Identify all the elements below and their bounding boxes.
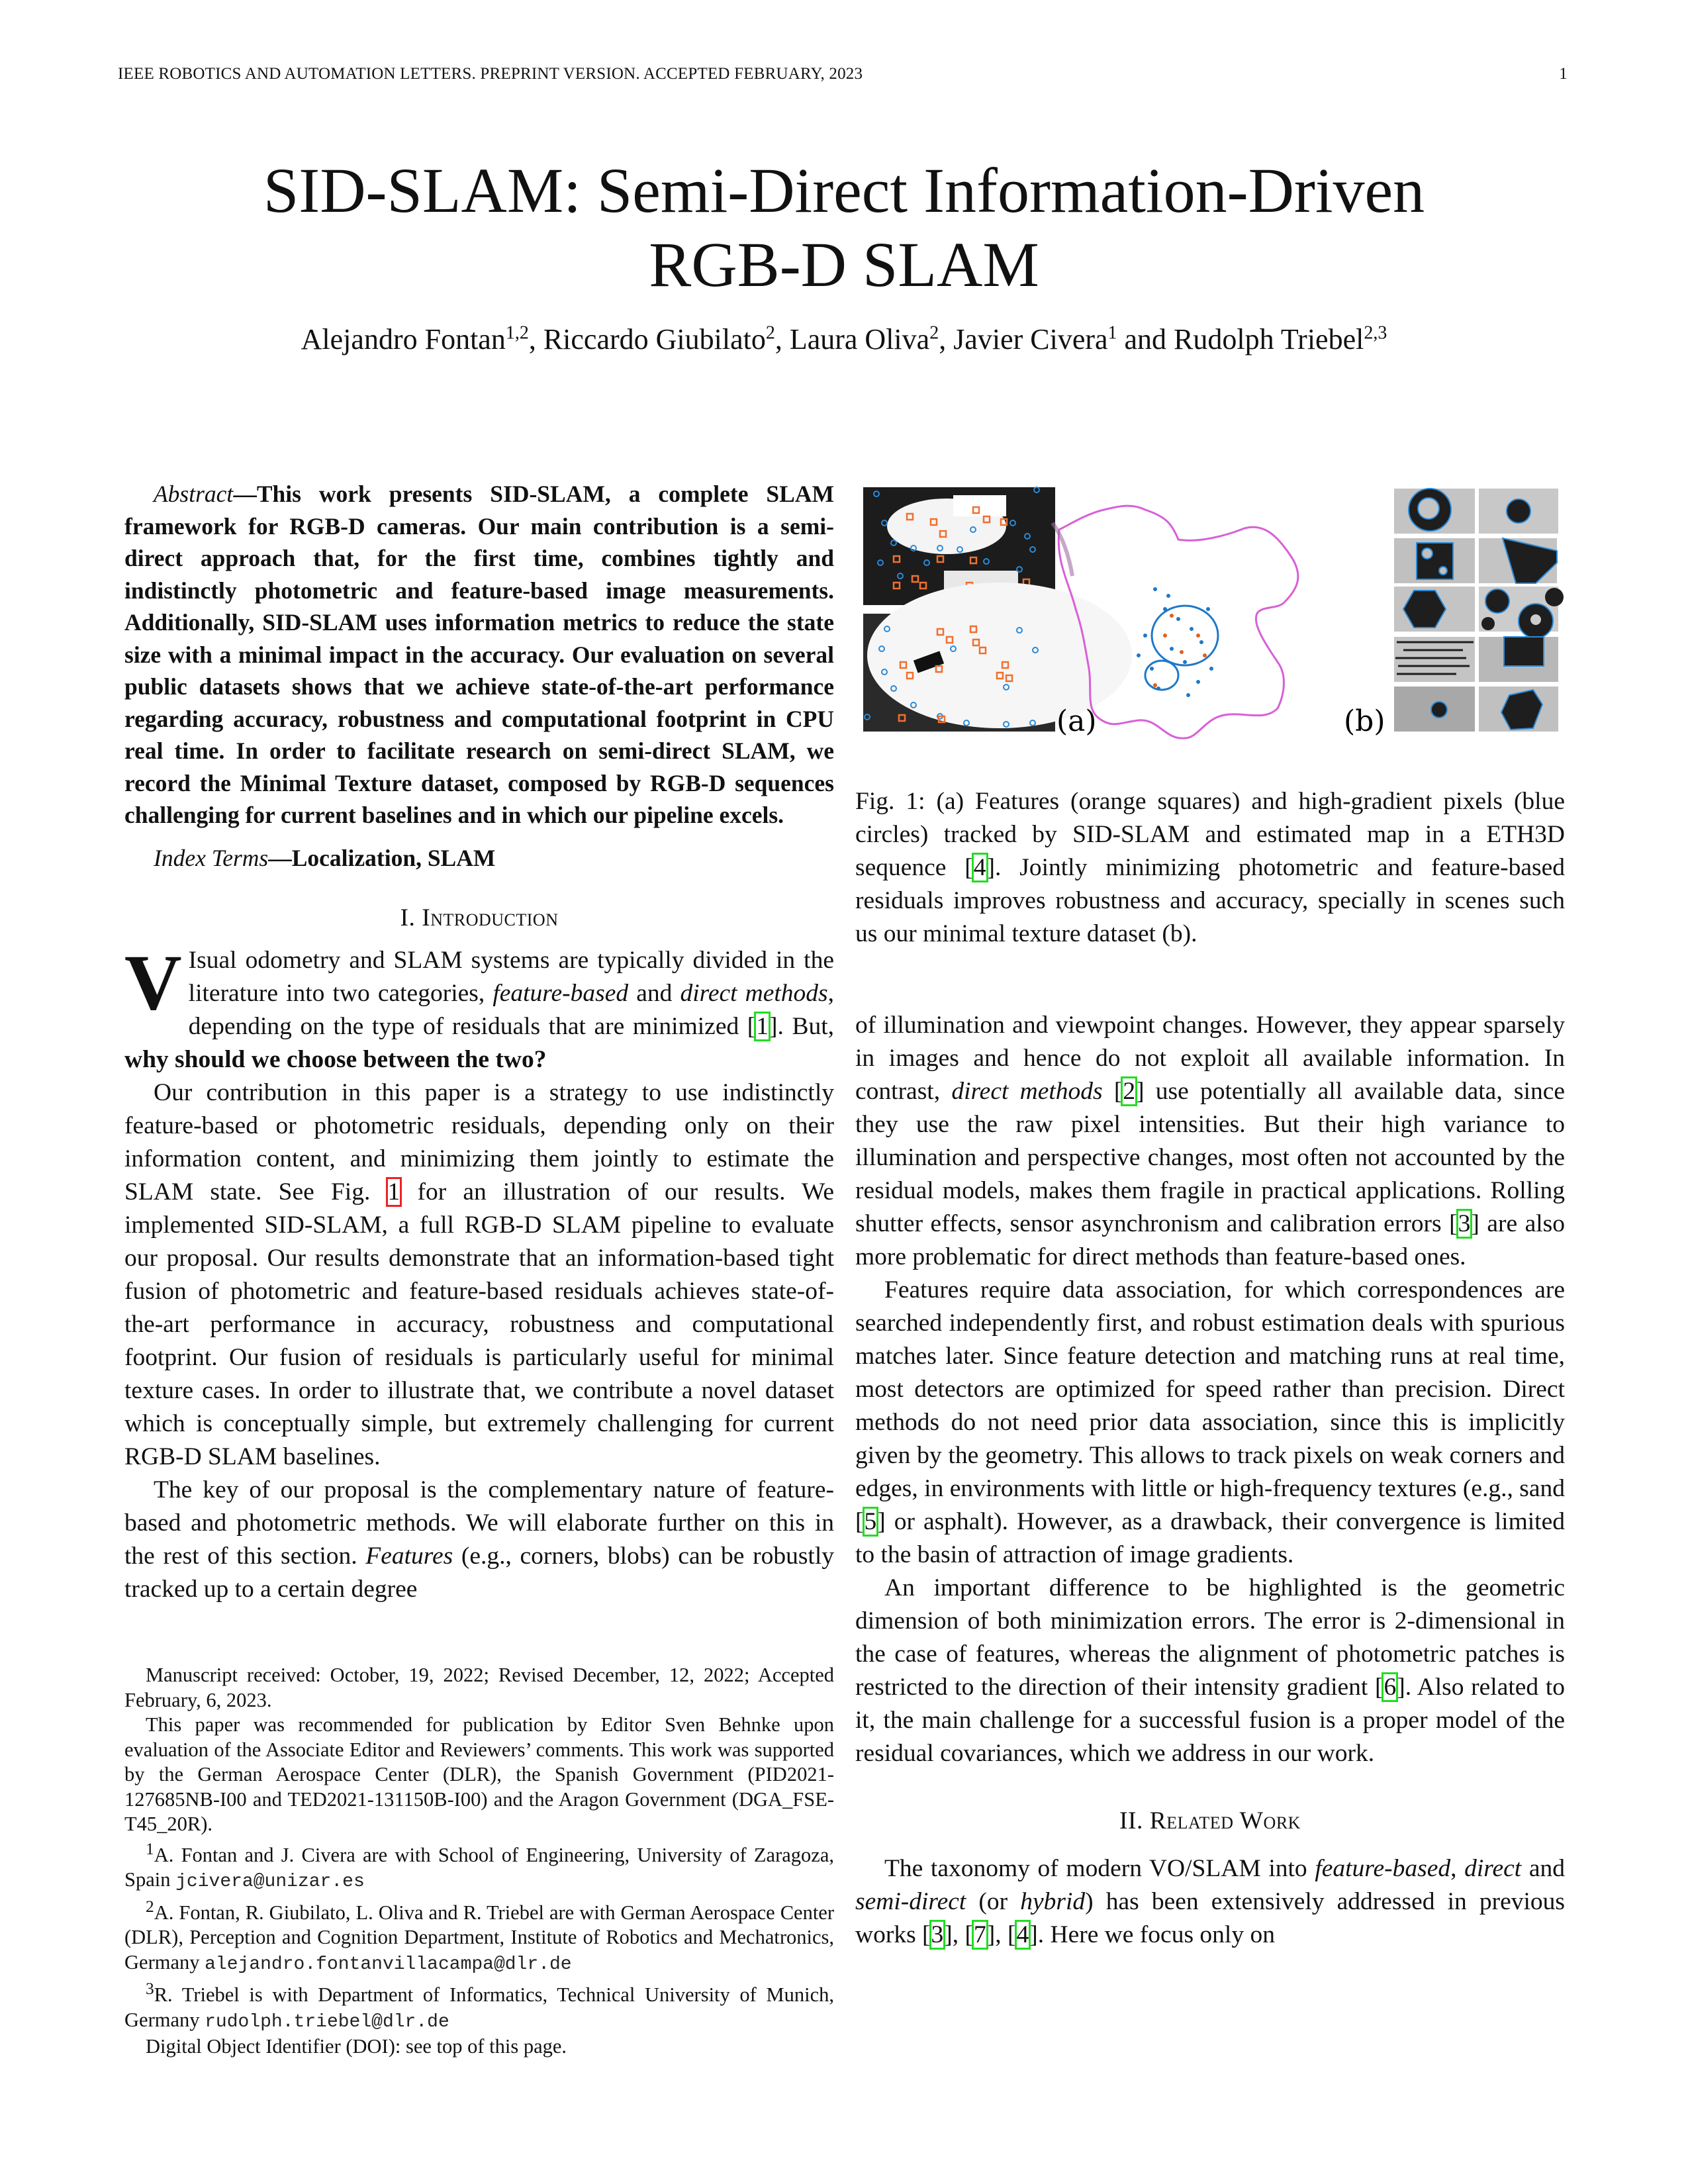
text: , bbox=[1450, 1855, 1465, 1882]
minimal-texture-thumbnails bbox=[1394, 489, 1564, 732]
paragraph bbox=[124, 1474, 834, 1606]
author-affiliation: 1 bbox=[1107, 322, 1117, 344]
author-affiliation: 2,3 bbox=[1364, 322, 1387, 344]
text: Our contribution in this paper is a strategy to use indistinctly feature-based or photometric residuals, depending only on their information content, and minimizing them jointly to estimate the SLAM state. See Fig. bbox=[124, 1079, 834, 1206]
figure-1-graphic bbox=[854, 477, 1569, 741]
email-link[interactable]: alejandro.fontanvillacampa@dlr.de bbox=[205, 1954, 572, 1975]
text: Features require data association, for which correspondences are searched independently first, and robust estimation deals with spurious matches later. Since feature detection and matching runs at real time, most detectors are optimized for speed rather than precision. Direct methods do not need prior data association, since this is implicitly given by the geometry. This allows to track pixels on weak corners and edges, in environments with little or high-frequency textures (e.g., sand [ bbox=[855, 1276, 1565, 1535]
thumbnail bbox=[1394, 538, 1475, 583]
text: [ bbox=[1102, 1078, 1123, 1105]
citation-link[interactable]: 2 bbox=[1123, 1078, 1136, 1105]
footnote-affiliation-1 bbox=[124, 1837, 834, 1895]
thumbnail bbox=[1479, 587, 1564, 638]
text: ]. Jointly minimizing photometric and feature-based residuals improves robustness and accuracy, specially in scenes such us our minimal texture dataset (b). bbox=[855, 854, 1565, 947]
paragraph bbox=[855, 1572, 1565, 1770]
email-link[interactable]: jcivera@unizar.es bbox=[175, 1872, 365, 1893]
superscript: 3 bbox=[146, 1979, 154, 1999]
author: Rudolph Triebel bbox=[1174, 323, 1364, 356]
thumbnail bbox=[1394, 587, 1475, 632]
section-heading-introduction: I. Introduction bbox=[400, 904, 559, 931]
text: (e.g., corners, blobs) can be robustly tracked up to a certain degree bbox=[124, 1543, 834, 1603]
superscript: 2 bbox=[146, 1897, 154, 1916]
emphasis: feature-based bbox=[1315, 1855, 1451, 1882]
footnote-recommended: This paper was recommended for publication by Editor Sven Behnke upon evaluation of the Associate Editor and Reviewers’ comments. This work was supported by the German Aerospace Center (DLR), the Spanish Government (PID2021-127685NB-I00 and TED2021-131150B-I00) and the Aragon Government (DGA_FSE-T45_20R). bbox=[124, 1713, 834, 1835]
author-list bbox=[0, 322, 1688, 356]
text: ] are also more problematic for direct methods than feature-based ones. bbox=[855, 1210, 1565, 1270]
citation-link[interactable]: 5 bbox=[864, 1508, 877, 1535]
thumbnail bbox=[1394, 489, 1475, 534]
citation-link[interactable]: 7 bbox=[974, 1921, 986, 1948]
thumbnail bbox=[1479, 538, 1557, 583]
text: ], [ bbox=[944, 1921, 974, 1948]
emphasis: feature-based bbox=[492, 980, 629, 1007]
citation-link[interactable]: 6 bbox=[1383, 1674, 1397, 1701]
superscript: 1 bbox=[146, 1839, 154, 1858]
emphasis: Features bbox=[365, 1543, 453, 1570]
footnotes bbox=[124, 1663, 834, 2060]
citation-link[interactable]: 4 bbox=[1016, 1921, 1029, 1948]
title-line-1: SID-SLAM: Semi-Direct Information-Driven bbox=[263, 155, 1425, 226]
right-column-body bbox=[855, 1009, 1565, 1952]
text: ]. Here we focus only on bbox=[1029, 1921, 1275, 1948]
text: Fig. 1: (a) Features (orange squares) and high-gradient pixels (blue circles) tracked by SID-SLAM and estimated map in a ETH3D sequence [ bbox=[855, 788, 1565, 881]
text: ] or asphalt). However, as a drawback, their convergence is limited to the basin of attraction of image gradients. bbox=[855, 1508, 1565, 1568]
emphasis: direct bbox=[1464, 1855, 1522, 1882]
abstract bbox=[124, 478, 834, 874]
emphasis: hybrid bbox=[1020, 1888, 1086, 1915]
text: of illumination and viewpoint changes. However, they appear sparsely in images and hence do not exploit all available information. In contrast, bbox=[855, 1012, 1565, 1105]
panel-b-label: (b) bbox=[1344, 704, 1385, 738]
index-terms-label: Index Terms bbox=[154, 844, 269, 871]
journal-name: IEEE ROBOTICS AND AUTOMATION LETTERS. PREPRINT VERSION. ACCEPTED FEBRUARY, 2023 bbox=[118, 65, 863, 83]
abstract-text: —This work presents SID-SLAM, a complete SLAM framework for RGB-D cameras. Our main contribution is a semi-direct approach that, for the first time, combines tightly and indistinctly photometric and feature-based image measurements. Additionally, SID-SLAM uses information metrics to reduce the state size with a minimal impact in the accuracy. Our evaluation on several public datasets shows that we achieve state-of-the-art performance regarding accuracy, robustness and computational footprint in CPU real time. In order to facilitate research on semi-direct SLAM, we record the Minimal Texture dataset, composed by RGB-D sequences challenging for current baselines and in which our pipeline excels. bbox=[124, 481, 834, 828]
text: and bbox=[628, 980, 680, 1007]
text: ] use potentially all available data, since they use the raw pixel intensities. But their high variance to illumination and perspective changes, most often not accounted by the residual models, makes them fragile in practical applications. Rolling shutter effects, sensor asynchronism and calibration errors [ bbox=[855, 1078, 1565, 1237]
paper-title bbox=[0, 154, 1688, 302]
title-line-2: RGB-D SLAM bbox=[649, 229, 1039, 300]
drop-cap: V bbox=[124, 938, 182, 1026]
thumbnail bbox=[1394, 687, 1475, 732]
text: An important difference to be highlighted is the geometric dimension of both minimization errors. The error is 2-dimensional in the case of features, whereas the alignment of photometric patches is restricted to the direction of their intensity gradient [ bbox=[855, 1574, 1565, 1701]
thumbnail bbox=[1479, 637, 1558, 682]
thumbnail bbox=[1479, 687, 1558, 732]
section-heading-related-work: II. Related Work bbox=[1119, 1807, 1301, 1834]
text: A. Fontan and J. Civera are with School of Engineering, University of Zaragoza, Spain bbox=[124, 1843, 834, 1891]
citation-link[interactable]: 4 bbox=[973, 854, 986, 881]
separator: , bbox=[774, 323, 790, 356]
separator: and bbox=[1117, 323, 1174, 356]
separator: , bbox=[939, 323, 954, 356]
text: ) has been extensively addressed in previous works [ bbox=[855, 1888, 1565, 1948]
author: Javier Civera bbox=[953, 323, 1108, 356]
figure-1 bbox=[854, 477, 1569, 741]
running-header bbox=[118, 65, 1568, 83]
footnote-affiliation-3 bbox=[124, 1977, 834, 2034]
footnote-received: Manuscript received: October, 19, 2022; Revised December, 12, 2022; Accepted February, 6, 2023. bbox=[124, 1664, 834, 1711]
paragraph bbox=[855, 1274, 1565, 1572]
emphasis: direct methods bbox=[951, 1078, 1103, 1105]
emphasis: semi-direct bbox=[855, 1888, 966, 1915]
paragraph bbox=[124, 938, 835, 1076]
paragraph bbox=[855, 1009, 1565, 1274]
author: Laura Oliva bbox=[789, 323, 930, 356]
text: and bbox=[1521, 1855, 1565, 1882]
text: , depending on the type of residuals that are minimized [ bbox=[188, 980, 834, 1040]
footnote-doi: Digital Object Identifier (DOI): see top of this page. bbox=[146, 2035, 567, 2058]
footnote-affiliation-2 bbox=[124, 1895, 834, 1977]
page-number: 1 bbox=[1559, 65, 1568, 83]
separator: , bbox=[528, 323, 543, 356]
paragraph bbox=[124, 1076, 834, 1474]
figure-1-caption bbox=[855, 785, 1565, 951]
panel-a-label: (a) bbox=[1056, 704, 1097, 738]
text: ]. But, bbox=[769, 1013, 835, 1040]
text: for an illustration of our results. We implemented SID-SLAM, a full RGB-D SLAM pipeline to evaluate our proposal. Our results demonstrate that an information-based tight fusion of photometric and feature-based residuals achieves state-of-the-art performance in accuracy, robustness and computational footprint. Our fusion of residuals is particularly useful for minimal texture cases. In order to illustrate that, we contribute a novel dataset which is conceptually simple, but extremely challenging for current RGB-D SLAM baselines. bbox=[124, 1178, 834, 1470]
text: The taxonomy of modern VO/SLAM into bbox=[884, 1855, 1315, 1882]
author-affiliation: 2 bbox=[765, 322, 775, 344]
email-link[interactable]: rudolph.triebel@dlr.de bbox=[205, 2011, 449, 2032]
text: A. Fontan, R. Giubilato, L. Oliva and R. Triebel are with German Aerospace Center (DLR), Perception and Cognition Department, Institute of Robotics and Mechatronics, Germany bbox=[124, 1901, 834, 1973]
text: Isual odometry and SLAM systems are typically divided in the literature into two categories, bbox=[188, 947, 834, 1007]
author: Alejandro Fontan bbox=[301, 323, 506, 356]
index-terms: —Localization, SLAM bbox=[268, 844, 496, 871]
bold-question: why should we choose between the two? bbox=[124, 1046, 547, 1073]
introduction-section bbox=[124, 902, 834, 1606]
text: ]. Also related to it, the main challenge for a successful fusion is a proper model of the residual covariances, which we address in our work. bbox=[855, 1674, 1565, 1767]
author-affiliation: 1,2 bbox=[505, 322, 529, 344]
citation-link[interactable]: 3 bbox=[1458, 1210, 1471, 1237]
text: R. Triebel is with Department of Informatics, Technical University of Munich, Germany bbox=[124, 1983, 834, 2031]
text: (or bbox=[966, 1888, 1021, 1915]
text: The key of our proposal is the complementary nature of feature-based and photometric methods. We will elaborate further on this in the rest of this section. bbox=[124, 1476, 834, 1570]
figure-reference-link[interactable]: 1 bbox=[387, 1178, 400, 1206]
paragraph bbox=[855, 1852, 1565, 1952]
author-affiliation: 2 bbox=[929, 322, 939, 344]
citation-link[interactable]: 3 bbox=[931, 1921, 944, 1948]
text: ], [ bbox=[986, 1921, 1016, 1948]
thumbnail bbox=[1479, 489, 1558, 534]
author: Riccardo Giubilato bbox=[543, 323, 766, 356]
abstract-label: Abstract bbox=[154, 481, 234, 507]
thumbnail bbox=[1394, 637, 1475, 682]
citation-link[interactable]: 1 bbox=[756, 1013, 769, 1040]
emphasis: direct methods bbox=[680, 980, 828, 1007]
